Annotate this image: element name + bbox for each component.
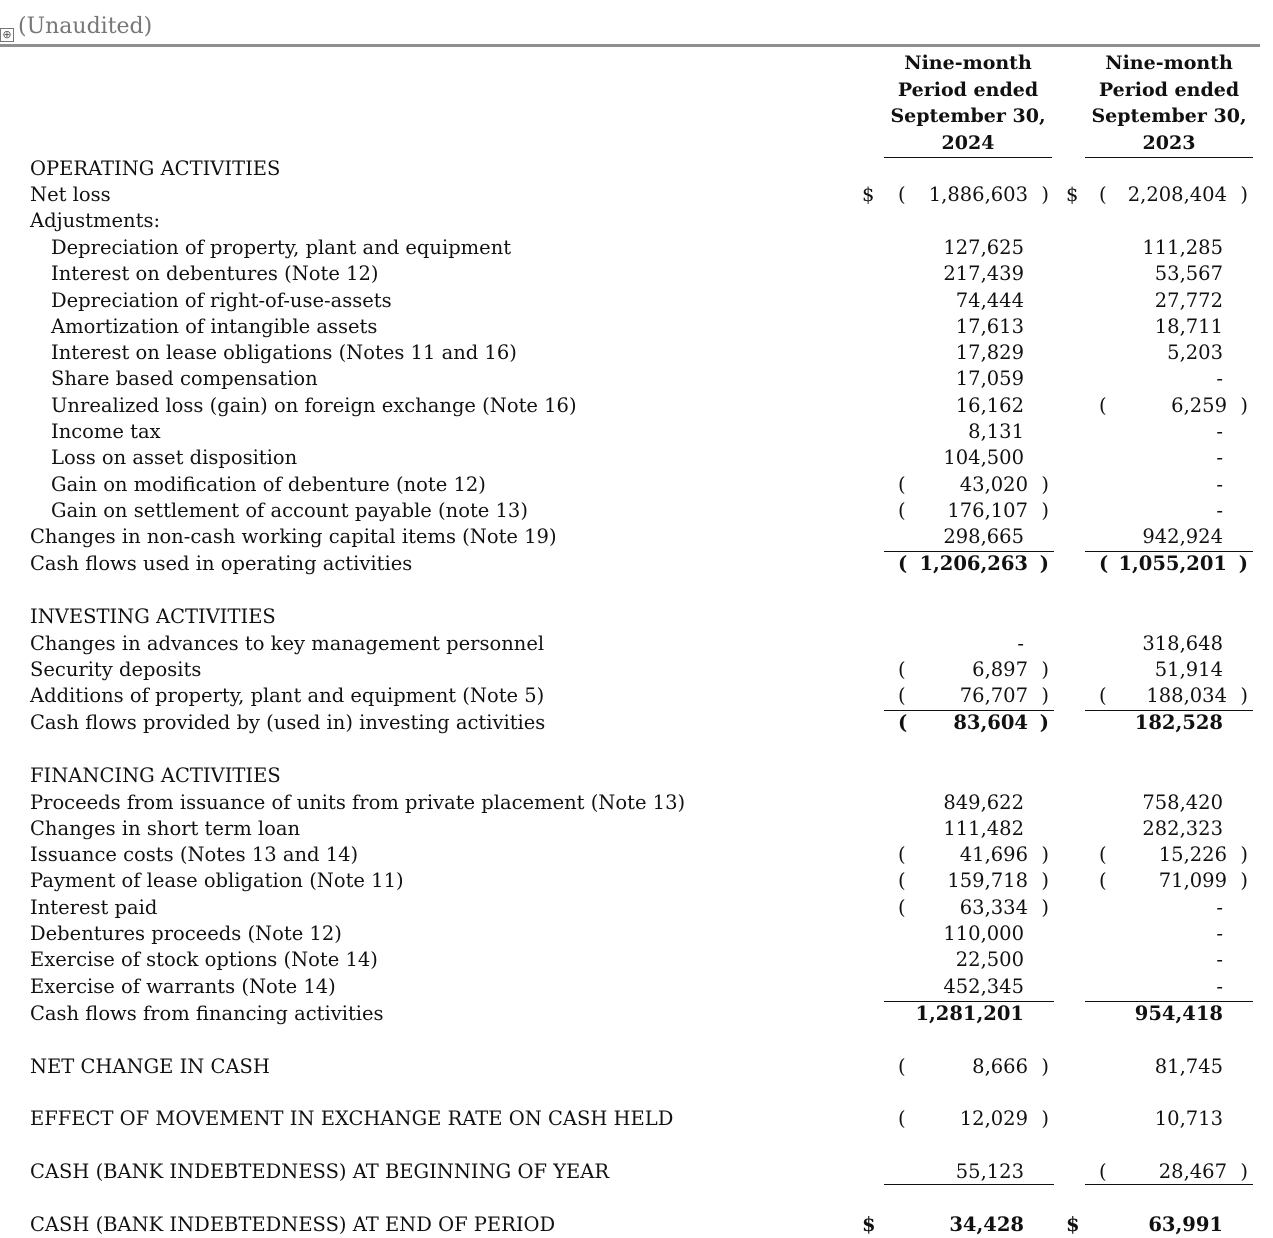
negative-close-paren: ) — [1240, 869, 1248, 892]
table-row — [0, 498, 1273, 524]
table-row — [0, 393, 1273, 419]
table-row — [0, 288, 1273, 314]
value-number: 71,099 — [1158, 869, 1227, 892]
value-cell-2023 — [1085, 683, 1253, 709]
negative-open-paren: ( — [898, 896, 906, 919]
value-number: 43,020 — [959, 473, 1028, 496]
value-cell-2024 — [884, 1001, 1054, 1027]
value-number: 17,613 — [955, 315, 1024, 338]
negative-open-paren: ( — [1099, 684, 1107, 707]
row-label: Depreciation of right-of-use-assets — [51, 289, 392, 312]
row-label: Net loss — [30, 183, 111, 206]
value-number: 8,131 — [968, 420, 1024, 443]
negative-close-paren: ) — [1041, 1107, 1049, 1130]
value-cell-2023 — [1085, 551, 1253, 577]
negative-open-paren: ( — [898, 1107, 906, 1130]
table-row — [0, 895, 1273, 921]
subtotal-rule — [884, 1001, 1054, 1002]
negative-close-paren: ) — [1041, 684, 1049, 707]
value-number: 10,713 — [1154, 1107, 1223, 1130]
value-cell-2024 — [884, 472, 1054, 498]
underline-rule — [884, 1184, 1054, 1185]
negative-open-paren: ( — [898, 552, 908, 575]
unaudited-label: (Unaudited) — [18, 14, 153, 39]
value-cell-2024 — [884, 868, 1054, 894]
value-cell-2023 — [1085, 182, 1253, 208]
negative-open-paren: ( — [898, 473, 906, 496]
value-cell-2023 — [1085, 710, 1253, 736]
table-row — [0, 445, 1273, 471]
negative-close-paren: ) — [1240, 394, 1248, 417]
value-number: 22,500 — [955, 948, 1024, 971]
value-number: 51,914 — [1154, 658, 1223, 681]
value-number: 76,707 — [959, 684, 1028, 707]
value-cell-2023 — [1085, 1212, 1253, 1238]
value-cell-2023 — [1085, 472, 1253, 498]
row-label: Income tax — [51, 420, 161, 443]
value-number: 104,500 — [943, 446, 1024, 469]
negative-close-paren: ) — [1238, 552, 1248, 575]
value-cell-2024 — [884, 842, 1054, 868]
value-cell-2024 — [884, 419, 1054, 445]
value-number: 1,206,263 — [919, 552, 1028, 575]
value-cell-2023 — [1085, 445, 1253, 471]
column-header-line: September 30, — [1091, 105, 1247, 127]
value-number: 452,345 — [943, 975, 1024, 998]
table-row — [0, 340, 1273, 366]
value-cell-2023 — [1085, 1159, 1253, 1185]
value-cell-2023 — [1085, 288, 1253, 314]
negative-open-paren: ( — [1099, 183, 1107, 206]
value-number: - — [1216, 975, 1223, 998]
row-label: Additions of property, plant and equipment (Note 5) — [30, 684, 545, 707]
row-label: CASH (BANK INDEBTEDNESS) AT BEGINNING OF YEAR — [30, 1160, 610, 1183]
subtotal-rule — [884, 710, 1054, 711]
value-cell-2024 — [884, 340, 1054, 366]
table-row — [0, 1212, 1273, 1238]
value-cell-2024 — [884, 790, 1054, 816]
negative-close-paren: ) — [1041, 183, 1049, 206]
value-number: 942,924 — [1142, 525, 1223, 548]
value-number: - — [1216, 367, 1223, 390]
table-row — [0, 1106, 1273, 1132]
value-cell-2023 — [1085, 790, 1253, 816]
value-cell-2024 — [884, 524, 1054, 550]
value-number: 27,772 — [1154, 289, 1223, 312]
value-number: 6,259 — [1171, 394, 1227, 417]
row-label: Gain on modification of debenture (note 12) — [51, 473, 486, 496]
table-row — [0, 1159, 1273, 1185]
row-label: Proceeds from issuance of units from private placement (Note 13) — [30, 791, 686, 814]
negative-open-paren: ( — [898, 869, 906, 892]
column-header-line: Nine-month — [904, 52, 1032, 74]
negative-close-paren: ) — [1240, 183, 1248, 206]
negative-open-paren: ( — [1099, 843, 1107, 866]
value-cell-2023 — [1085, 419, 1253, 445]
column-header-2024 — [884, 50, 1052, 158]
table-row — [0, 182, 1273, 208]
table-row — [0, 974, 1273, 1000]
column-header-2023 — [1085, 50, 1253, 158]
value-number: - — [1216, 922, 1223, 945]
value-number: - — [1216, 896, 1223, 919]
negative-close-paren: ) — [1240, 843, 1248, 866]
subtotal-rule — [1085, 551, 1253, 552]
table-row — [0, 261, 1273, 287]
table-row — [0, 631, 1273, 657]
table-row — [0, 763, 1273, 789]
row-label: Depreciation of property, plant and equipment — [51, 236, 512, 259]
column-header-line: Period ended — [1098, 78, 1240, 101]
table-row — [0, 1001, 1273, 1027]
value-number: 5,203 — [1167, 341, 1223, 364]
value-cell-2024 — [884, 683, 1054, 709]
table-row — [0, 868, 1273, 894]
table-row — [0, 208, 1273, 234]
value-number: 182,528 — [1134, 711, 1223, 734]
value-cell-2023 — [1085, 1054, 1253, 1080]
value-cell-2024 — [884, 235, 1054, 261]
value-cell-2024 — [884, 393, 1054, 419]
value-number: 41,696 — [959, 843, 1028, 866]
value-number: 18,711 — [1154, 315, 1223, 338]
value-cell-2023 — [1085, 261, 1253, 287]
value-number: 8,666 — [972, 1055, 1028, 1078]
value-cell-2023 — [1085, 868, 1253, 894]
value-number: - — [1017, 632, 1024, 655]
value-cell-2023 — [1085, 366, 1253, 392]
value-number: - — [1216, 446, 1223, 469]
negative-open-paren: ( — [898, 499, 906, 522]
value-number: 127,625 — [943, 236, 1024, 259]
value-number: 282,323 — [1142, 817, 1223, 840]
value-number: 12,029 — [959, 1107, 1028, 1130]
value-number: 53,567 — [1154, 262, 1223, 285]
value-number: 954,418 — [1134, 1002, 1223, 1025]
table-row — [0, 524, 1273, 550]
value-cell-2024 — [884, 314, 1054, 340]
value-cell-2024 — [884, 921, 1054, 947]
table-row — [0, 683, 1273, 709]
row-label: Exercise of stock options (Note 14) — [30, 948, 378, 971]
negative-close-paren: ) — [1240, 684, 1248, 707]
negative-close-paren: ) — [1039, 552, 1049, 575]
table-row — [0, 472, 1273, 498]
value-number: 111,482 — [943, 817, 1024, 840]
negative-open-paren: ( — [898, 1055, 906, 1078]
value-number: 81,745 — [1154, 1055, 1223, 1078]
value-cell-2023 — [1085, 340, 1253, 366]
negative-close-paren: ) — [1041, 896, 1049, 919]
value-cell-2023 — [1085, 921, 1253, 947]
value-cell-2024 — [884, 445, 1054, 471]
row-label: Interest on lease obligations (Notes 11 and 16) — [51, 341, 517, 364]
row-label: OPERATING ACTIVITIES — [30, 157, 281, 180]
value-number: 16,162 — [955, 394, 1024, 417]
value-number: 2,208,404 — [1127, 183, 1227, 206]
row-label: Security deposits — [30, 658, 202, 681]
row-label: NET CHANGE IN CASH — [30, 1055, 270, 1078]
value-number: - — [1216, 420, 1223, 443]
negative-open-paren: ( — [1099, 1160, 1107, 1183]
value-number: 188,034 — [1146, 684, 1227, 707]
currency-symbol: $ — [1066, 183, 1079, 206]
table-row — [0, 419, 1273, 445]
value-number: 55,123 — [955, 1160, 1024, 1183]
negative-close-paren: ) — [1039, 711, 1049, 734]
value-cell-2024 — [884, 974, 1054, 1000]
table-row — [0, 314, 1273, 340]
negative-open-paren: ( — [1099, 869, 1107, 892]
currency-symbol: $ — [1066, 1213, 1080, 1236]
value-cell-2024 — [884, 182, 1054, 208]
value-number: 17,829 — [955, 341, 1024, 364]
negative-open-paren: ( — [898, 183, 906, 206]
value-number: 1,281,201 — [915, 1002, 1024, 1025]
row-label: Interest paid — [30, 896, 158, 919]
table-move-handle-icon[interactable]: ⊕ — [0, 28, 14, 42]
value-number: 74,444 — [955, 289, 1024, 312]
value-number: 217,439 — [943, 262, 1024, 285]
row-label: EFFECT OF MOVEMENT IN EXCHANGE RATE ON CASH HELD — [30, 1107, 674, 1130]
negative-open-paren: ( — [1099, 552, 1109, 575]
value-number: 28,467 — [1158, 1160, 1227, 1183]
subtotal-rule — [1085, 1001, 1253, 1002]
table-row — [0, 604, 1273, 630]
row-label: INVESTING ACTIVITIES — [30, 605, 276, 628]
row-label: Loss on asset disposition — [51, 446, 298, 469]
value-number: 159,718 — [947, 869, 1028, 892]
value-cell-2023 — [1085, 657, 1253, 683]
row-label: Cash flows from financing activities — [30, 1002, 384, 1025]
table-row — [0, 366, 1273, 392]
value-cell-2024 — [884, 498, 1054, 524]
negative-close-paren: ) — [1041, 843, 1049, 866]
negative-open-paren: ( — [898, 658, 906, 681]
value-cell-2024 — [884, 1054, 1054, 1080]
negative-open-paren: ( — [1099, 394, 1107, 417]
column-header-line: 2023 — [1142, 131, 1196, 154]
value-number: - — [1216, 499, 1223, 522]
row-label: Interest on debentures (Note 12) — [51, 262, 379, 285]
value-number: - — [1216, 948, 1223, 971]
row-label: Share based compensation — [51, 367, 318, 390]
negative-open-paren: ( — [898, 684, 906, 707]
column-header-line: Period ended — [897, 78, 1039, 101]
underline-rule — [1085, 1184, 1253, 1185]
value-number: 110,000 — [943, 922, 1024, 945]
table-row — [0, 657, 1273, 683]
row-label: Amortization of intangible assets — [51, 315, 378, 338]
value-number: 298,665 — [943, 525, 1024, 548]
value-cell-2024 — [884, 895, 1054, 921]
value-cell-2023 — [1085, 947, 1253, 973]
table-row — [0, 947, 1273, 973]
value-cell-2024 — [884, 947, 1054, 973]
value-cell-2023 — [1085, 314, 1253, 340]
value-number: 111,285 — [1142, 236, 1223, 259]
negative-close-paren: ) — [1041, 473, 1049, 496]
negative-close-paren: ) — [1041, 1055, 1049, 1078]
currency-symbol: $ — [862, 1213, 876, 1236]
value-cell-2023 — [1085, 895, 1253, 921]
value-cell-2023 — [1085, 393, 1253, 419]
value-cell-2024 — [884, 657, 1054, 683]
table-row — [0, 921, 1273, 947]
value-number: 15,226 — [1158, 843, 1227, 866]
value-number: 318,648 — [1142, 632, 1223, 655]
row-label: Unrealized loss (gain) on foreign exchange (Note 16) — [51, 394, 577, 417]
value-number: 83,604 — [953, 711, 1028, 734]
currency-symbol: $ — [862, 183, 875, 206]
row-label: Exercise of warrants (Note 14) — [30, 975, 336, 998]
value-number: 63,334 — [959, 896, 1028, 919]
value-number: 1,886,603 — [928, 183, 1028, 206]
table-row — [0, 1054, 1273, 1080]
header-rule — [0, 44, 1260, 47]
value-cell-2024 — [884, 631, 1054, 657]
value-number: 63,991 — [1148, 1213, 1223, 1236]
value-cell-2023 — [1085, 816, 1253, 842]
row-label: Issuance costs (Notes 13 and 14) — [30, 843, 359, 866]
value-cell-2024 — [884, 1159, 1054, 1185]
row-label: Payment of lease obligation (Note 11) — [30, 869, 404, 892]
value-cell-2024 — [884, 261, 1054, 287]
table-row — [0, 551, 1273, 577]
value-cell-2023 — [1085, 842, 1253, 868]
value-cell-2024 — [884, 710, 1054, 736]
value-number: 849,622 — [943, 791, 1024, 814]
value-cell-2023 — [1085, 631, 1253, 657]
row-label: Cash flows used in operating activities — [30, 552, 413, 575]
value-cell-2024 — [884, 816, 1054, 842]
value-cell-2023 — [1085, 235, 1253, 261]
row-label: FINANCING ACTIVITIES — [30, 764, 281, 787]
row-label: Changes in non-cash working capital items (Note 19) — [30, 525, 557, 548]
column-header-line: 2024 — [941, 131, 995, 154]
row-label: Debentures proceeds (Note 12) — [30, 922, 342, 945]
row-label: Gain on settlement of account payable (note 13) — [51, 499, 528, 522]
row-label: Adjustments: — [30, 209, 161, 232]
value-cell-2023 — [1085, 1001, 1253, 1027]
value-cell-2023 — [1085, 524, 1253, 550]
value-cell-2024 — [884, 1212, 1054, 1238]
negative-close-paren: ) — [1240, 1160, 1248, 1183]
table-row — [0, 816, 1273, 842]
value-cell-2023 — [1085, 498, 1253, 524]
table-row — [0, 790, 1273, 816]
value-number: 758,420 — [1142, 791, 1223, 814]
row-label: Changes in short term loan — [30, 817, 301, 840]
value-cell-2023 — [1085, 1106, 1253, 1132]
table-row — [0, 156, 1273, 182]
row-label: Cash flows provided by (used in) investing activities — [30, 711, 546, 734]
table-row — [0, 710, 1273, 736]
value-cell-2023 — [1085, 974, 1253, 1000]
value-cell-2024 — [884, 1106, 1054, 1132]
negative-close-paren: ) — [1041, 499, 1049, 522]
value-cell-2024 — [884, 288, 1054, 314]
table-row — [0, 235, 1273, 261]
negative-open-paren: ( — [898, 843, 906, 866]
value-cell-2024 — [884, 551, 1054, 577]
negative-close-paren: ) — [1041, 658, 1049, 681]
subtotal-rule — [884, 551, 1054, 552]
subtotal-rule — [1085, 710, 1253, 711]
value-number: 176,107 — [947, 499, 1028, 522]
value-number: - — [1216, 473, 1223, 496]
value-number: 17,059 — [955, 367, 1024, 390]
column-header-line: Nine-month — [1105, 52, 1233, 74]
row-label: Changes in advances to key management personnel — [30, 632, 545, 655]
negative-open-paren: ( — [898, 711, 908, 734]
row-label: CASH (BANK INDEBTEDNESS) AT END OF PERIOD — [30, 1213, 556, 1236]
value-number: 1,055,201 — [1118, 552, 1227, 575]
value-number: 34,428 — [949, 1213, 1024, 1236]
value-number: 6,897 — [972, 658, 1028, 681]
value-cell-2024 — [884, 366, 1054, 392]
column-header-line: September 30, — [890, 105, 1046, 127]
table-row — [0, 842, 1273, 868]
negative-close-paren: ) — [1041, 869, 1049, 892]
